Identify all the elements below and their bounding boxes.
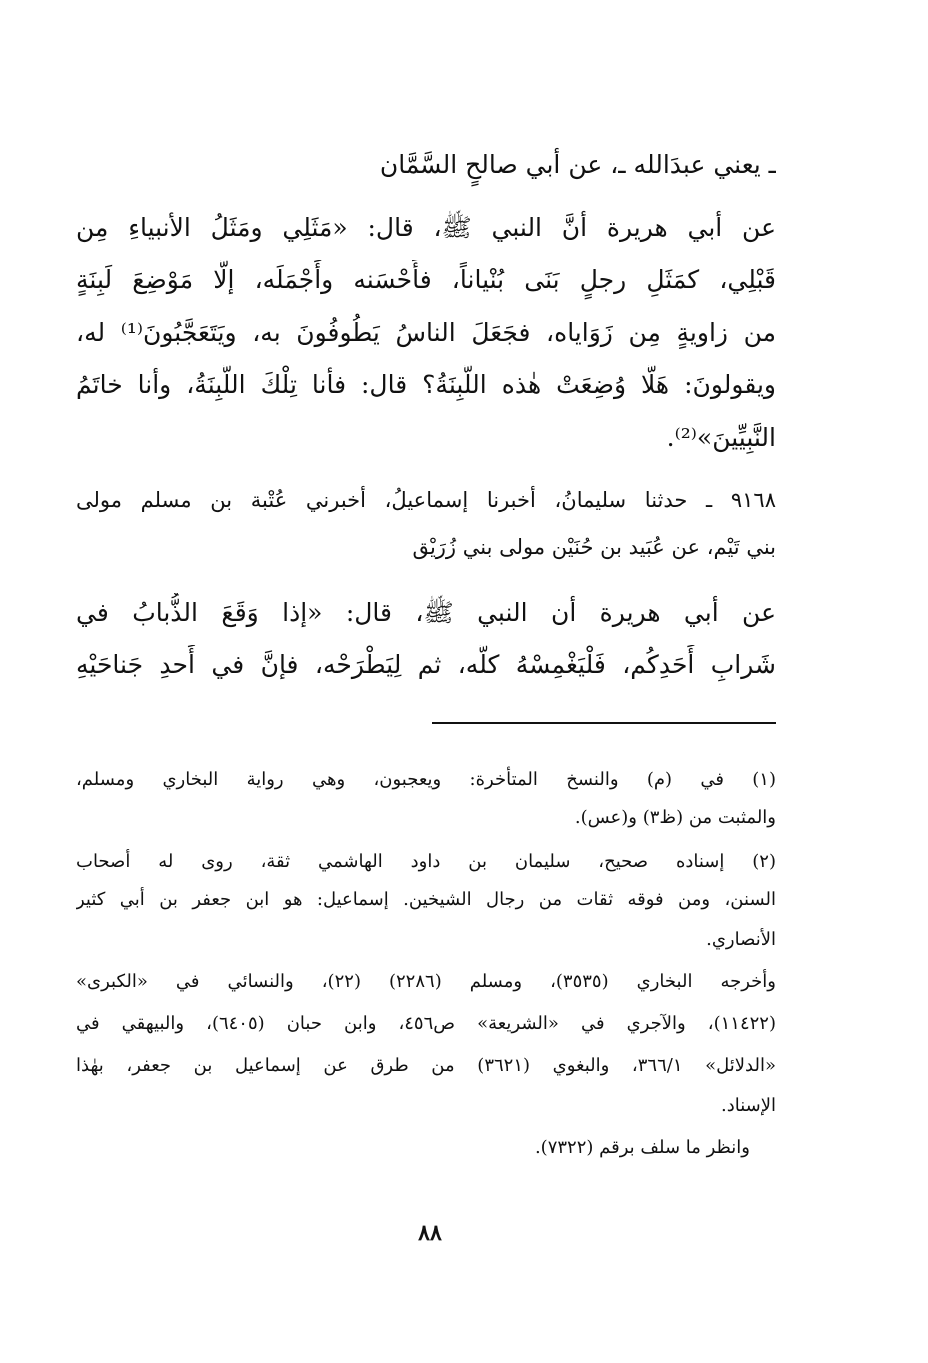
footnote-line: والمثبت من (ظ٣) و(عس).	[574, 807, 776, 828]
text-line: ويقولونَ: هَلَّا وُضِعَتْ هٰذه اللَّبِنَةُ؟ قال: فأنا تِلْكَ اللَّبِنَةُ، وأنا خاتَمُ	[76, 370, 776, 399]
text-line: من زاويةٍ مِن زَوَاياه، فجَعَلَ الناسُ يَطُوفُونَ به، ويَتَعَجَّبُونَ⁽¹⁾ له،	[76, 318, 776, 347]
text-line: عن أبي هريرة أنَّ النبي ﷺ، قال: «مَثَلِي ومَثَلُ الأنبياءِ مِن	[76, 213, 776, 242]
footnote-line: السنن، ومن فوقه ثقات من رجال الشيخين. إسماعيل: هو ابن جعفر بن أبي كثير	[76, 889, 776, 910]
text-line: ـ يعني عبدَالله ـ، عن أبي صالحٍ السَّمَّان	[379, 150, 776, 179]
page-number: ٨٨	[418, 1220, 442, 1246]
footnote-line: وأخرجه البخاري (٣٥٣٥)، ومسلم (٢٢٨٦) (٢٢)، والنسائي في «الكبرى»	[76, 971, 776, 992]
footnote-line: (١١٤٢٢)، والآجري في «الشريعة» ص٤٥٦، وابن حبان (٦٤٠٥)، والبيهقي في	[76, 1013, 776, 1034]
text-line: النَّبِيِّينَ»⁽²⁾.	[666, 423, 776, 452]
footnote-line: «الدلائل» ٣٦٦/١، والبغوي (٣٦٢١) من طرق عن إسماعيل بن جعفر، بهٰذا	[76, 1055, 776, 1076]
footnote-line: (١) في (م) والنسخ المتأخرة: ويعجبون، وهي رواية البخاري ومسلم،	[76, 769, 776, 790]
footnote-line: وانظر ما سلف برقم (٧٣٢٢).	[534, 1137, 750, 1158]
text-line: شَرابِ أَحَدِكُم، فَلْيَغْمِسْهُ كلَّه، ثم لِيَطْرَحْه، فإنَّ في أَحدِ جَناحَيْهِ	[76, 650, 776, 679]
text-line: قَبْلِي، كمَثَلِ رجلٍ بَنَى بُنْياناً، فأَحْسَنه وأَجْمَلَه، إلَّا مَوْضِعَ لَبِنَةٍ	[76, 265, 776, 294]
footnote-line: الأنصاري.	[706, 929, 776, 950]
footnote-divider	[432, 722, 776, 724]
text-line: عن أبي هريرة أن النبي ﷺ، قال: «إذا وَقَعَ الذُّبابُ في	[76, 598, 776, 627]
footnote-line: (٢) إسناده صحيح، سليمان بن داود الهاشمي ثقة، روى له أصحاب	[76, 851, 776, 872]
text-line: بني تَيْم، عن عُبَيد بن حُنَيْن مولى بني زُرَيْق	[412, 535, 776, 559]
footnote-line: الإسناد.	[720, 1095, 776, 1116]
hadith-number-line: ٩١٦٨ ـ حدثنا سليمانُ، أخبرنا إسماعيلُ، أخبرني عُتْبة بن مسلم مولى	[76, 488, 776, 512]
